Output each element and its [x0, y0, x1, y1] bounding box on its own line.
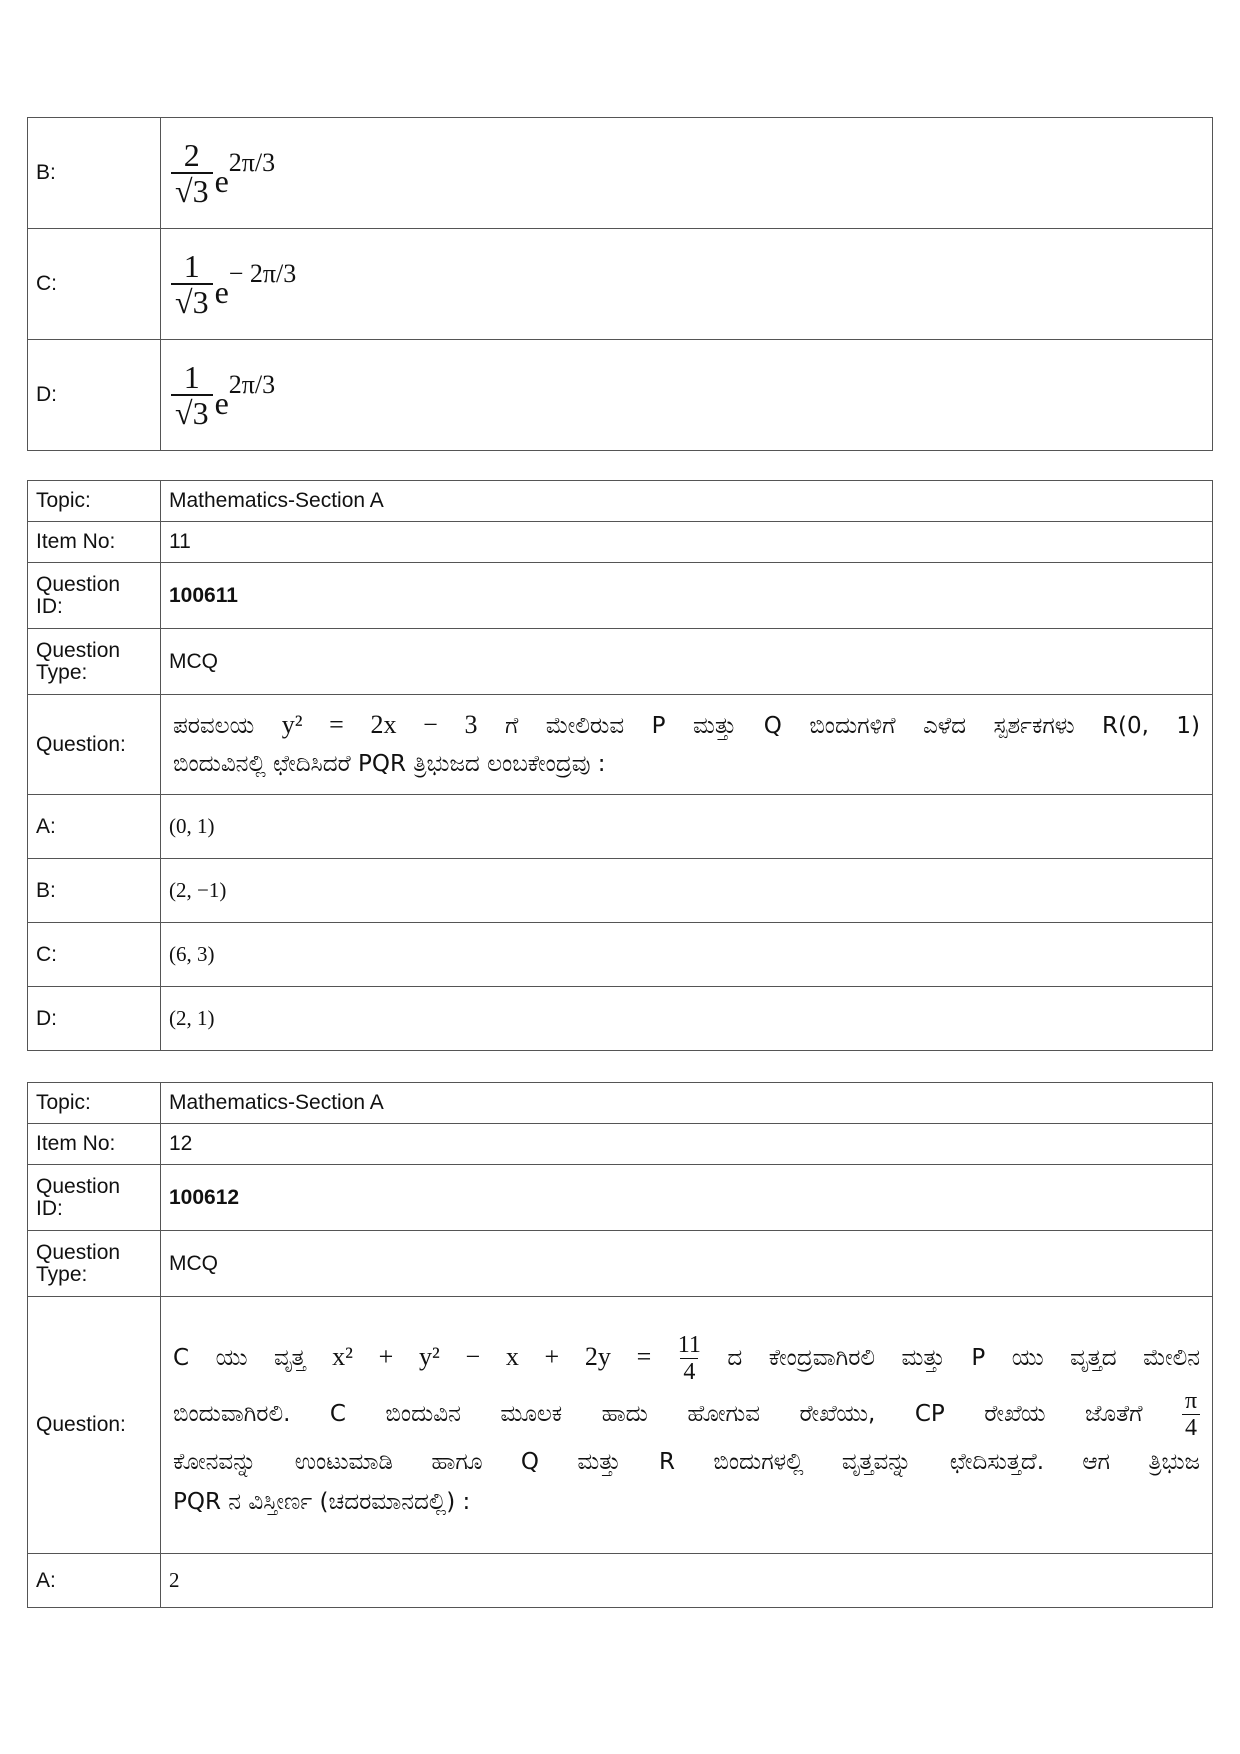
option-label-b: B:	[28, 859, 161, 923]
option-label-b: B:	[28, 118, 161, 229]
question-type-value: MCQ	[161, 629, 1213, 695]
option-label-c: C:	[28, 229, 161, 340]
fraction-denominator: 3	[192, 173, 209, 209]
math-expression: $\frac{1}{√3}$ e − 2π/3	[169, 249, 296, 319]
topic-row	[28, 481, 1213, 522]
option-label-d: D:	[28, 987, 161, 1051]
exponent-base: e	[214, 384, 229, 421]
fraction-numerator: 11	[677, 1331, 701, 1358]
option-label-a: A:	[28, 1554, 161, 1608]
equation: x² + y² − x + 2y =	[332, 1341, 652, 1371]
topic-label: Topic:	[28, 481, 161, 522]
fraction-numerator: 1	[183, 248, 200, 284]
question-text-part: PQR ನ ವಿಸ್ತೀರ್ಣ (ಚದರಮಾನದಲ್ಲಿ) :	[173, 1488, 471, 1515]
item-no-row	[28, 1124, 1213, 1165]
item-no-value: 11	[161, 522, 1213, 563]
item-no-row	[28, 522, 1213, 563]
option-value-b	[161, 118, 1213, 229]
question-text-part: C ಯು ವೃತ್ತ	[173, 1344, 306, 1371]
option-row-c	[28, 923, 1213, 987]
option-row-a	[28, 1554, 1213, 1608]
question-text-part: ಬಿಂದುವಿನಲ್ಲಿ ಛೇದಿಸಿದರೆ PQR ತ್ರಿಭುಜದ ಲಂಬಕೇಂದ್ರವು :	[173, 751, 606, 777]
exponent: 2π/3	[228, 370, 276, 399]
question-label: Question:	[28, 695, 161, 795]
question-id-label: Question ID:	[28, 563, 161, 629]
fraction-numerator: 1	[183, 359, 200, 395]
option-row-b	[28, 859, 1213, 923]
question-id-row	[28, 563, 1213, 629]
question-text-part: ಬಿಂದುವಾಗಿರಲಿ. C ಬಿಂದುವಿನ ಮೂಲಕ ಹಾದು ಹೋಗುವ ರೇಖೆಯು, CP ರೇಖೆಯ ಜೊತೆಗೆ	[173, 1400, 1143, 1427]
fraction-denominator: 4	[680, 1358, 698, 1385]
fraction-numerator: π	[1184, 1387, 1198, 1414]
option-value-a: (0, 1)	[161, 795, 1213, 859]
fraction-denominator: 4	[1182, 1414, 1200, 1441]
question-text-part: ಪರವಲಯ	[173, 713, 255, 739]
math-expression: $\frac{2}{√3}$ e 2π/3	[169, 138, 275, 208]
fraction-denominator: 3	[192, 284, 209, 320]
question-id-value: 100611	[161, 563, 1213, 629]
question-id-label: Question ID:	[28, 1165, 161, 1231]
exponent: − 2π/3	[228, 259, 297, 288]
question-label: Question:	[28, 1297, 161, 1554]
option-value-c	[161, 229, 1213, 340]
question-11-table	[27, 480, 1213, 1051]
question-12-table	[27, 1082, 1213, 1608]
item-no-value: 12	[161, 1124, 1213, 1165]
option-row-b	[28, 118, 1213, 229]
fraction-numerator: 2	[183, 137, 200, 173]
option-value-d: (2, 1)	[161, 987, 1213, 1051]
item-no-label: Item No:	[28, 1124, 161, 1165]
question-type-value: MCQ	[161, 1231, 1213, 1297]
option-row-c	[28, 229, 1213, 340]
question-row	[28, 1297, 1213, 1554]
question-type-row	[28, 629, 1213, 695]
option-value-c: (6, 3)	[161, 923, 1213, 987]
option-row-d	[28, 340, 1213, 451]
item-no-label: Item No:	[28, 522, 161, 563]
option-label-a: A:	[28, 795, 161, 859]
question-text	[161, 695, 1213, 795]
question-id-row	[28, 1165, 1213, 1231]
fraction-denominator: 3	[192, 395, 209, 431]
question-text-part: ದ ಕೇಂದ್ರವಾಗಿರಲಿ ಮತ್ತು P ಯು ವೃತ್ತದ ಮೇಲಿನ	[727, 1344, 1201, 1371]
option-label-d: D:	[28, 340, 161, 451]
option-row-d	[28, 987, 1213, 1051]
question-text-part: ಕೋನವನ್ನು ಉಂಟುಮಾಡಿ ಹಾಗೂ Q ಮತ್ತು R ಬಿಂದುಗಳಲ್ಲಿ ವೃತ್ತವನ್ನು ಛೇದಿಸುತ್ತದೆ. ಆಗ ತ್ರಿಭುಜ	[173, 1448, 1200, 1475]
question-row	[28, 695, 1213, 795]
question-id-value: 100612	[161, 1165, 1213, 1231]
topic-value: Mathematics-Section A	[161, 481, 1213, 522]
question-text-part: ಗೆ ಮೇಲಿರುವ P ಮತ್ತು Q ಬಿಂದುಗಳಿಗೆ ಎಳೆದ ಸ್ಪರ್ಶಕಗಳು R(0, 1)	[504, 713, 1201, 739]
topic-value: Mathematics-Section A	[161, 1083, 1213, 1124]
exponent-base: e	[214, 162, 229, 199]
question-type-label: Question Type:	[28, 629, 161, 695]
option-value-b: (2, −1)	[161, 859, 1213, 923]
equation: y² = 2x − 3	[281, 710, 478, 739]
option-row-a	[28, 795, 1213, 859]
option-label-c: C:	[28, 923, 161, 987]
option-value-a: 2	[161, 1554, 1213, 1608]
question-type-label: Question Type:	[28, 1231, 161, 1297]
option-value-d	[161, 340, 1213, 451]
question-type-row	[28, 1231, 1213, 1297]
question-text	[161, 1297, 1213, 1554]
exponent-base: e	[214, 273, 229, 310]
topic-row	[28, 1083, 1213, 1124]
math-expression: $\frac{1}{√3}$ e 2π/3	[169, 360, 275, 430]
topic-label: Topic:	[28, 1083, 161, 1124]
prev-question-options-table	[27, 117, 1213, 451]
exponent: 2π/3	[228, 148, 276, 177]
